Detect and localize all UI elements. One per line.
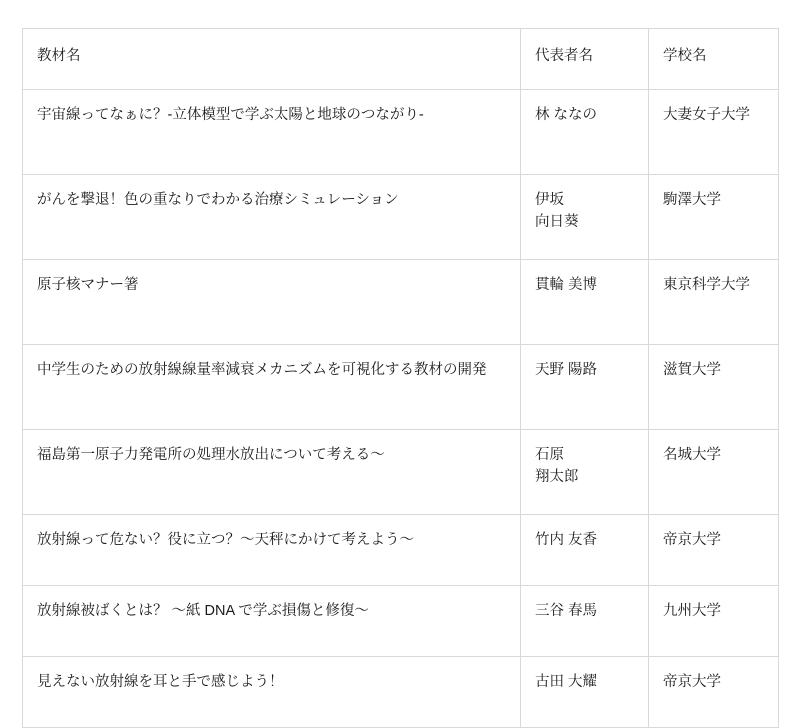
cell-title: 宇宙線ってなぁに？-立体模型で学ぶ太陽と地球のつながり- xyxy=(23,90,521,175)
cell-school: 名城大学 xyxy=(649,430,779,515)
table-header xyxy=(23,29,779,90)
table-row xyxy=(23,586,779,657)
cell-representative xyxy=(521,430,649,515)
cell-title: 放射線って危ない？役に立つ？〜天秤にかけて考えよう〜 xyxy=(23,515,521,586)
cell-representative: 林 ななの xyxy=(521,90,649,175)
cell-title: 放射線被ばくとは？ 〜紙 DNA で学ぶ損傷と修復〜 xyxy=(23,586,521,657)
cell-school: 帝京大学 xyxy=(649,515,779,586)
column-header-title: 教材名 xyxy=(23,29,521,90)
cell-title: 原子核マナー箸 xyxy=(23,260,521,345)
representative-line: 伊坂 xyxy=(535,192,564,208)
column-header-representative: 代表者名 xyxy=(521,29,649,90)
cell-school: 帝京大学 xyxy=(649,657,779,728)
cell-title: 福島第一原子力発電所の処理水放出について考える〜 xyxy=(23,430,521,515)
representative-line: 向日葵 xyxy=(535,214,579,231)
cell-representative: 竹内 友香 xyxy=(521,515,649,586)
table-row xyxy=(23,175,779,260)
cell-representative: 貫輪 美博 xyxy=(521,260,649,345)
cell-representative: 三谷 春馬 xyxy=(521,586,649,657)
representative-line: 石原 xyxy=(535,447,564,463)
table-row xyxy=(23,430,779,515)
cell-title: 見えない放射線を耳と手で感じよう！ xyxy=(23,657,521,728)
cell-school: 九州大学 xyxy=(649,586,779,657)
cell-representative xyxy=(521,175,649,260)
cell-representative: 古田 大耀 xyxy=(521,657,649,728)
cell-representative: 天野 陽路 xyxy=(521,345,649,430)
cell-title: 中学生のための放射線線量率減衰メカニズムを可視化する教材の開発 xyxy=(23,345,521,430)
cell-title: がんを撃退！色の重なりでわかる治療シミュレーション xyxy=(23,175,521,260)
cell-school: 滋賀大学 xyxy=(649,345,779,430)
table-row xyxy=(23,345,779,430)
table-header-row xyxy=(23,29,779,90)
table-row xyxy=(23,657,779,728)
table-row xyxy=(23,515,779,586)
materials-table xyxy=(22,28,779,728)
representative-line: 翔太郎 xyxy=(535,469,579,486)
table-row xyxy=(23,90,779,175)
column-header-school: 学校名 xyxy=(649,29,779,90)
cell-school: 東京科学大学 xyxy=(649,260,779,345)
cell-school: 駒澤大学 xyxy=(649,175,779,260)
table-body xyxy=(23,90,779,728)
table-row xyxy=(23,260,779,345)
cell-school: 大妻女子大学 xyxy=(649,90,779,175)
